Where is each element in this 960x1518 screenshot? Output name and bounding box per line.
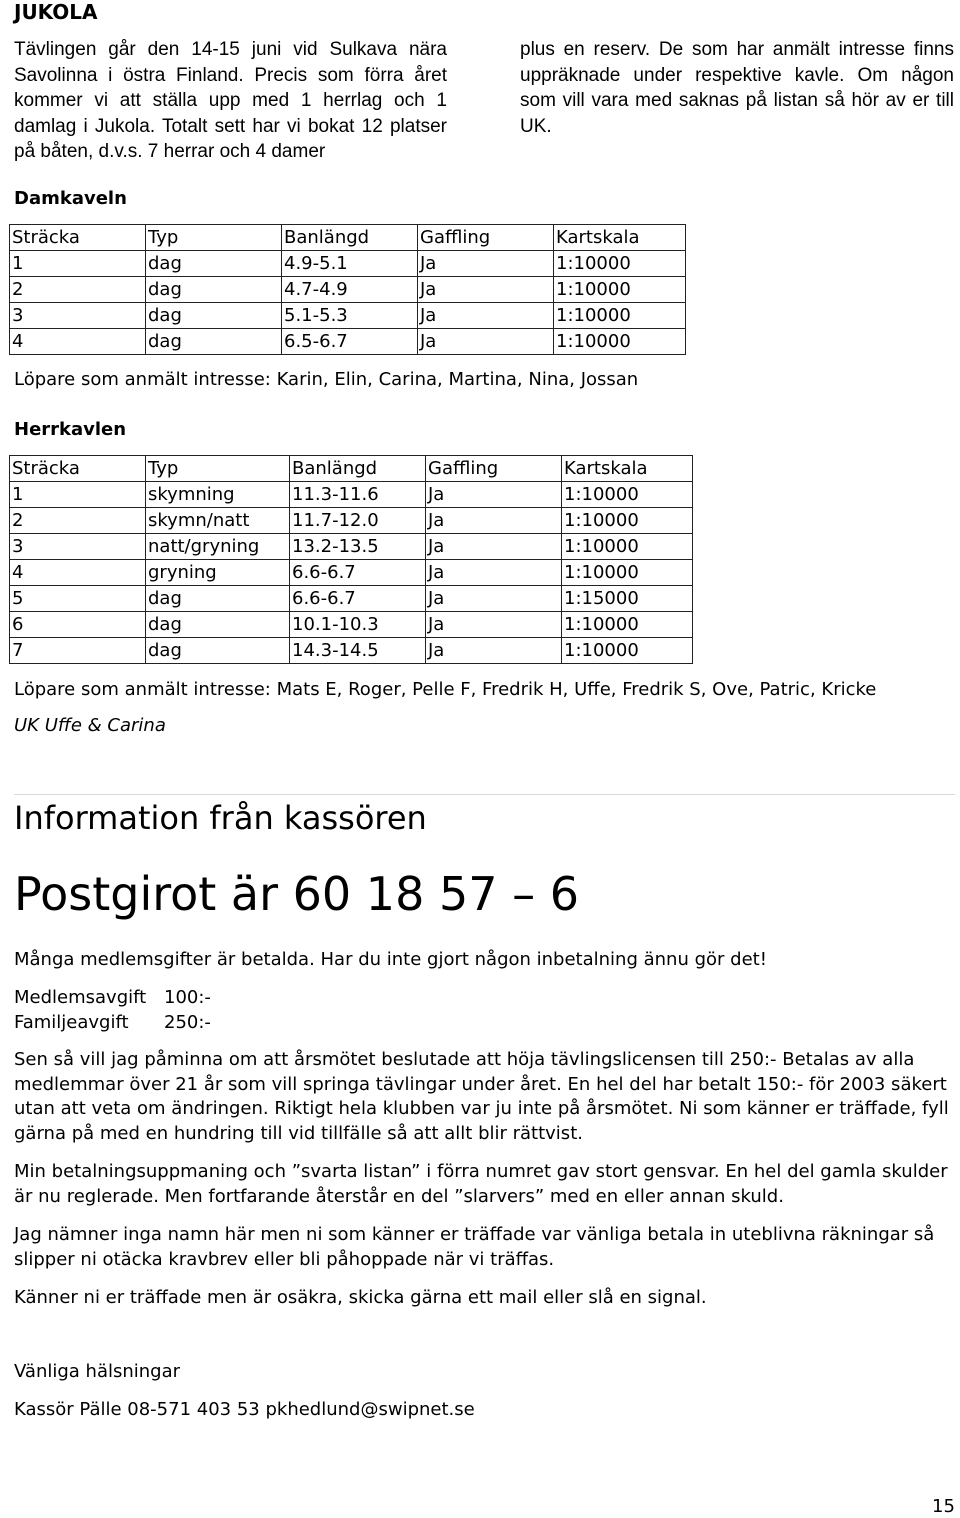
intro-right-column: plus en reserv. De som har anmält intresse finns uppräknade under respektive kavle. Om någon som vill vara med saknas på listan så hör av er till UK. (520, 39, 954, 137)
table-cell: 3 (10, 303, 146, 329)
table-cell: dag (146, 303, 282, 329)
table-cell: dag (146, 277, 282, 303)
table-cell: 13.2-13.5 (290, 534, 426, 560)
fee-label: Medlemsavgift (14, 987, 147, 1008)
paragraph-contact: Känner ni er träffade men är osäkra, skicka gärna ett mail eller slå en signal. (14, 1287, 707, 1308)
table-header-row (10, 225, 686, 251)
column-header: Sträcka (10, 225, 146, 251)
paid-note: Många medlemsgifter är betalda. Har du inte gjort någon inbetalning ännu gör det! (14, 949, 767, 970)
table-cell: 11.3-11.6 (290, 482, 426, 508)
table-cell: 4.9-5.1 (282, 251, 418, 277)
table-cell: Ja (418, 329, 554, 355)
table-cell: Ja (418, 251, 554, 277)
table-cell: Ja (426, 638, 562, 664)
table-row (10, 329, 686, 355)
section-divider (14, 794, 955, 795)
table-row (10, 482, 693, 508)
table-row (10, 612, 693, 638)
table-cell: 4.7-4.9 (282, 277, 418, 303)
table-cell: Ja (418, 303, 554, 329)
column-header: Typ (146, 225, 282, 251)
herrkavlen-heading: Herrkavlen (14, 419, 127, 440)
table-cell: 1:10000 (554, 329, 686, 355)
table-cell: 4 (10, 329, 146, 355)
table-cell: dag (146, 586, 290, 612)
column-header: Sträcka (10, 456, 146, 482)
table-cell: Ja (426, 560, 562, 586)
table-cell: 11.7-12.0 (290, 508, 426, 534)
table-cell: dag (146, 329, 282, 355)
table-cell: 3 (10, 534, 146, 560)
paragraph-reminder: Jag nämner inga namn här men ni som känner er träffade var vänliga betala in uteblivna räkningar så slipper ni otäcka kravbrev eller bli påhoppade när vi träffas. (14, 1224, 935, 1270)
column-header: Kartskala (554, 225, 686, 251)
table-cell: Ja (426, 482, 562, 508)
table-cell: Ja (426, 534, 562, 560)
table-cell: 1:10000 (562, 560, 693, 586)
table-header-row (10, 456, 693, 482)
table-cell: 1:10000 (562, 482, 693, 508)
fee-row-family (14, 1010, 211, 1035)
table-row (10, 251, 686, 277)
table-cell: natt/gryning (146, 534, 290, 560)
table-cell: gryning (146, 560, 290, 586)
table-cell: Ja (418, 277, 554, 303)
table-cell: 6.6-6.7 (290, 560, 426, 586)
table-cell: 14.3-14.5 (290, 638, 426, 664)
table-cell: 1:10000 (554, 277, 686, 303)
column-header: Kartskala (562, 456, 693, 482)
table-cell: 6.5-6.7 (282, 329, 418, 355)
table-row (10, 638, 693, 664)
column-header: Banlängd (282, 225, 418, 251)
column-header: Typ (146, 456, 290, 482)
table-cell: Ja (426, 586, 562, 612)
table-cell: 6.6-6.7 (290, 586, 426, 612)
postgiro-number: Postgirot är 60 18 57 – 6 (14, 867, 580, 921)
table-cell: skymn/natt (146, 508, 290, 534)
column-header: Gaffling (426, 456, 562, 482)
table-row (10, 534, 693, 560)
fee-row-membership (14, 985, 211, 1010)
damkaveln-runners: Löpare som anmält intresse: Karin, Elin, Carina, Martina, Nina, Jossan (14, 369, 639, 390)
table-cell: 7 (10, 638, 146, 664)
table-cell: 6 (10, 612, 146, 638)
table-cell: 5 (10, 586, 146, 612)
table-row (10, 560, 693, 586)
paragraph-license: Sen så vill jag påminna om att årsmötet beslutade att höja tävlingslicensen till 250:- Betalas av alla medlemmar över 21 år som vill springa tävlingar under året. En hel del har betalt 150:- för 2003 säkert utan att veta om ändringen. Riktigt hela klubben var ju inte på årsmötet. Ni som känner er träffade, fyll gärna på med en hundring till vid tillfälle så att allt blir rättvist. (14, 1049, 949, 1144)
table-cell: 1 (10, 482, 146, 508)
table-row (10, 508, 693, 534)
table-row (10, 586, 693, 612)
column-header: Gaffling (418, 225, 554, 251)
table-cell: Ja (426, 612, 562, 638)
intro-left-column: Tävlingen går den 14-15 juni vid Sulkava nära Savolinna i östra Finland. Precis som förra året kommer vi att ställa upp med 1 herrlag och 1 damlag i Jukola. Totalt sett har vi bokat 12 platser på båten, d.v.s. 7 herrar och 4 damer (14, 39, 447, 162)
table-cell: 2 (10, 277, 146, 303)
damkaveln-heading: Damkaveln (14, 188, 127, 209)
table-cell: 5.1-5.3 (282, 303, 418, 329)
info-heading: Information från kassören (14, 799, 427, 837)
table-cell: dag (146, 612, 290, 638)
table-cell: 1:10000 (554, 251, 686, 277)
table-row (10, 303, 686, 329)
uk-signature: UK Uffe & Carina (14, 715, 166, 736)
table-cell: 4 (10, 560, 146, 586)
table-row (10, 277, 686, 303)
table-cell: 1:10000 (562, 638, 693, 664)
table-cell: dag (146, 251, 282, 277)
table-cell: 1:10000 (562, 508, 693, 534)
table-cell: dag (146, 638, 290, 664)
table-cell: 1:10000 (562, 612, 693, 638)
table-cell: 1:15000 (562, 586, 693, 612)
greeting: Vänliga hälsningar (14, 1361, 181, 1382)
herrkavlen-table (9, 455, 693, 664)
fee-amount: 100:- (164, 987, 211, 1008)
table-cell: 10.1-10.3 (290, 612, 426, 638)
fee-list (14, 985, 211, 1035)
signature: Kassör Pälle 08-571 403 53 pkhedlund@swipnet.se (14, 1399, 475, 1420)
column-header: Banlängd (290, 456, 426, 482)
table-cell: Ja (426, 508, 562, 534)
table-cell: 2 (10, 508, 146, 534)
page-number: 15 (932, 1496, 955, 1517)
table-cell: skymning (146, 482, 290, 508)
table-cell: 1:10000 (554, 303, 686, 329)
damkaveln-table (9, 224, 686, 355)
fee-label: Familjeavgift (14, 1012, 129, 1033)
table-cell: 1:10000 (562, 534, 693, 560)
page-title: JUKOLA (14, 0, 98, 24)
herrkavlen-runners: Löpare som anmält intresse: Mats E, Roger, Pelle F, Fredrik H, Uffe, Fredrik S, Ove, Patric, Kricke (14, 679, 877, 700)
fee-amount: 250:- (164, 1012, 211, 1033)
paragraph-debts: Min betalningsuppmaning och ”svarta listan” i förra numret gav stort gensvar. En hel del gamla skulder är nu reglerade. Men fortfarande återstår en del ”slarvers” med en eller annan skuld. (14, 1161, 948, 1207)
table-cell: 1 (10, 251, 146, 277)
